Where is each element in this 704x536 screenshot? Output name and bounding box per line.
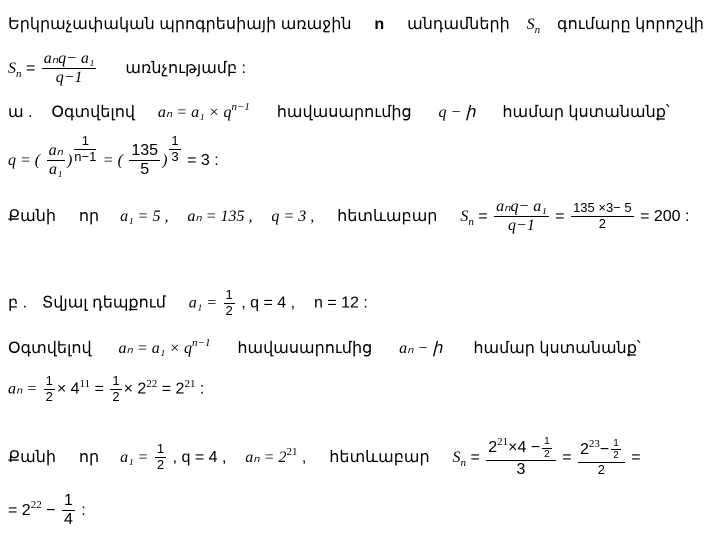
q-formula-line: q = ( $\frac{\text{aₙ}}{\text{a₁}}$ ) $\frac{1}{n-1}$ = ( $\frac{135}{5}$ ) $\frac{1}{3}$ = 3 : [8, 133, 219, 179]
since-a-word: Քանի [8, 208, 56, 226]
half-num: 1 [544, 436, 550, 447]
an-times2: × 2 [123, 380, 147, 398]
since-b-an-exp: 21 [286, 445, 298, 458]
part-b-use-text3: համար կստանանք՝ [473, 340, 641, 357]
q-exp1-num: 1 [74, 134, 96, 150]
since-b-or: որ [78, 448, 100, 466]
q-exp1 [74, 134, 96, 165]
since-b-den1: 3 [516, 461, 526, 478]
part-b-use-text1: Օգտվելով [8, 340, 92, 357]
since-a-den1: q−1 [508, 217, 535, 235]
final-exp: 22 [30, 499, 42, 512]
part-a-text1: Օգտվելով [51, 104, 135, 121]
final-tail: : [81, 502, 86, 520]
q-frac2 [129, 142, 160, 180]
part-a-qdash: q − ի [438, 104, 476, 121]
final-line [8, 492, 86, 530]
an-lhs: aₙ = [8, 380, 38, 398]
since-a-frac1 [494, 198, 549, 236]
intro-text3: գումարը կորոշվի [557, 16, 704, 33]
since-b-a1-den: 2 [156, 457, 165, 473]
an-tail: : [199, 380, 205, 398]
part-b-label: բ . [8, 294, 28, 312]
intro-line [8, 14, 704, 34]
since-a-a1: a₁ = 5 , [120, 208, 169, 226]
since-b-an: aₙ = 2 [245, 448, 287, 466]
since-a-therefore: հետևաբար [337, 208, 438, 226]
since-b-num2-rest: − [599, 440, 610, 458]
since-b-num2-exp: 23 [588, 437, 600, 450]
since-a-an: aₙ = 135 , [187, 208, 253, 226]
sn-lhs: S [8, 60, 16, 78]
since-b-a1-num: 1 [156, 441, 165, 457]
since-b-frac1 [486, 436, 556, 479]
an-frac2-den: 2 [112, 388, 120, 404]
q-exp2-den: 3 [171, 148, 179, 164]
q-den1: a₁ [48, 161, 63, 179]
part-b-use-andash: aₙ − ի [399, 340, 443, 357]
part-a-line [8, 102, 670, 122]
an-exp3: 21 [184, 377, 196, 390]
part-a-formula: aₙ = a₁ × q [157, 104, 232, 121]
part-b-q: , q = 4 , [241, 294, 296, 312]
an-frac2 [110, 374, 121, 405]
since-a-num1: aₙq− a₁ [494, 198, 549, 217]
an-eq: = [94, 380, 104, 398]
half-den: 2 [544, 448, 550, 460]
sn-symbol: S [526, 16, 535, 33]
since-b-num1-half [542, 436, 552, 460]
since-a-frac2 [571, 201, 634, 232]
since-b-a1-frac [155, 442, 166, 473]
part-b-a1: a₁ = [188, 294, 218, 312]
q-mid: = ( [102, 152, 123, 170]
an-frac1-den: 2 [45, 388, 53, 404]
half-num2: 1 [613, 437, 619, 449]
part-b-use-exp: n−1 [192, 337, 211, 349]
since-a-sn: S [460, 208, 469, 226]
sn-tail: առնչությամբ : [125, 60, 246, 78]
an-frac1 [44, 374, 55, 405]
since-b-num2-half [611, 438, 621, 462]
since-b-line: Քանի որ a₁ = $\frac{1}{2}$ , q = 4 , $a_n = 2^{21}$ , հետևաբար $S_n$ = $2^{21}\times 4$ − $\frac{1}{2}$ 3 = $2^{23}-$ $\frac{1}{2}$ 2 = [8, 436, 641, 478]
sn-formula-line: $S_n$ = $\frac{\text{aₙq− a₁}}{q-1}$ առնչությամբ : [8, 50, 246, 87]
part-a-exp: n−1 [231, 101, 250, 113]
an-formula-line [8, 374, 204, 405]
final-frac-num: 1 [62, 492, 75, 511]
q-frac1 [47, 142, 65, 180]
part-b-use-text2: հավասարումից [237, 340, 373, 357]
since-b-frac2 [578, 438, 625, 478]
sn-sub: n [534, 24, 541, 36]
since-a-num2: 135 ×3− 5 [573, 200, 632, 216]
q-den2: 5 [140, 161, 150, 179]
q-num1: aₙ [47, 142, 65, 161]
part-b-a1-num: 1 [225, 287, 233, 302]
sn-num: aₙq− a₁ [42, 50, 97, 69]
q-exp1-den: n−1 [74, 148, 97, 164]
intro-text2: անդամների [407, 16, 510, 33]
q-tail: = 3 : [187, 152, 219, 170]
q-lhs: q = ( [8, 152, 41, 170]
q-num2: 135 [129, 142, 160, 161]
since-b-a1: a₁ = [120, 448, 149, 466]
q-exp2 [169, 134, 180, 165]
part-a-label: ա . [8, 104, 33, 121]
q-exp2-num: 1 [171, 133, 179, 148]
since-a-sn-sub: n [468, 216, 474, 229]
part-b-text1: Տվյալ դեպքում [41, 294, 166, 312]
since-a-q: q = 3 , [271, 208, 315, 226]
since-a-or: որ [78, 208, 100, 226]
since-b-num1-exp: 21 [497, 436, 509, 449]
final-minus: − [46, 502, 56, 520]
since-b-comma: , [301, 448, 307, 466]
final-lhs: = 2 [8, 502, 31, 520]
sn-den: q−1 [55, 69, 83, 87]
an-frac1-num: 1 [45, 373, 53, 388]
since-b-num1-rest: ×4 − [508, 439, 541, 457]
since-b-sn-sub: n [460, 456, 466, 469]
since-a-line: Քանի որ a₁ = 5 , aₙ = 135 , q = 3 , հետևաբար $S_n$ = $\frac{\text{aₙq− a₁}}{q-1}$ = $\frac{135 \times 3- 5}{2}$ = 200 : [8, 198, 690, 235]
since-b-therefore: հետևաբար [329, 448, 430, 466]
part-b-a1-frac [224, 288, 235, 319]
part-a-text2: հավասարումից [276, 104, 412, 121]
half-den2: 2 [613, 450, 619, 462]
an-exp1: 11 [79, 377, 91, 390]
since-b-tail: = [631, 448, 641, 466]
part-b-use-line [8, 338, 641, 358]
final-frac [62, 492, 75, 530]
since-b-sn: S [452, 448, 461, 466]
sn-lhs-sub: n [16, 68, 22, 81]
since-b-num1-base: 2 [488, 439, 498, 457]
since-b-num2-base: 2 [579, 440, 589, 458]
an-eq2: = 2 [161, 380, 185, 398]
part-b-line [8, 288, 368, 319]
part-b-use-formula: aₙ = a₁ × q [118, 340, 193, 357]
since-b-q: , q = 4 , [172, 448, 227, 466]
part-a-text3: համար կստանանք՝ [502, 104, 670, 121]
since-b-word: Քանի [8, 448, 56, 466]
since-b-den2: 2 [597, 461, 605, 477]
part-b-a1-den: 2 [225, 302, 233, 318]
n-symbol: n [374, 16, 385, 33]
an-frac2-num: 1 [112, 373, 120, 388]
part-b-n: n = 12 : [313, 294, 368, 312]
intro-text: Երկրաչափական պրոգրեսիայի առաջին [8, 16, 352, 33]
final-frac-den: 4 [63, 511, 73, 529]
since-a-result: = 200 : [640, 208, 690, 226]
an-exp2: 22 [146, 377, 158, 390]
an-times: × 4 [56, 380, 80, 398]
since-a-den2: 2 [598, 216, 606, 232]
sn-fraction [42, 50, 97, 88]
